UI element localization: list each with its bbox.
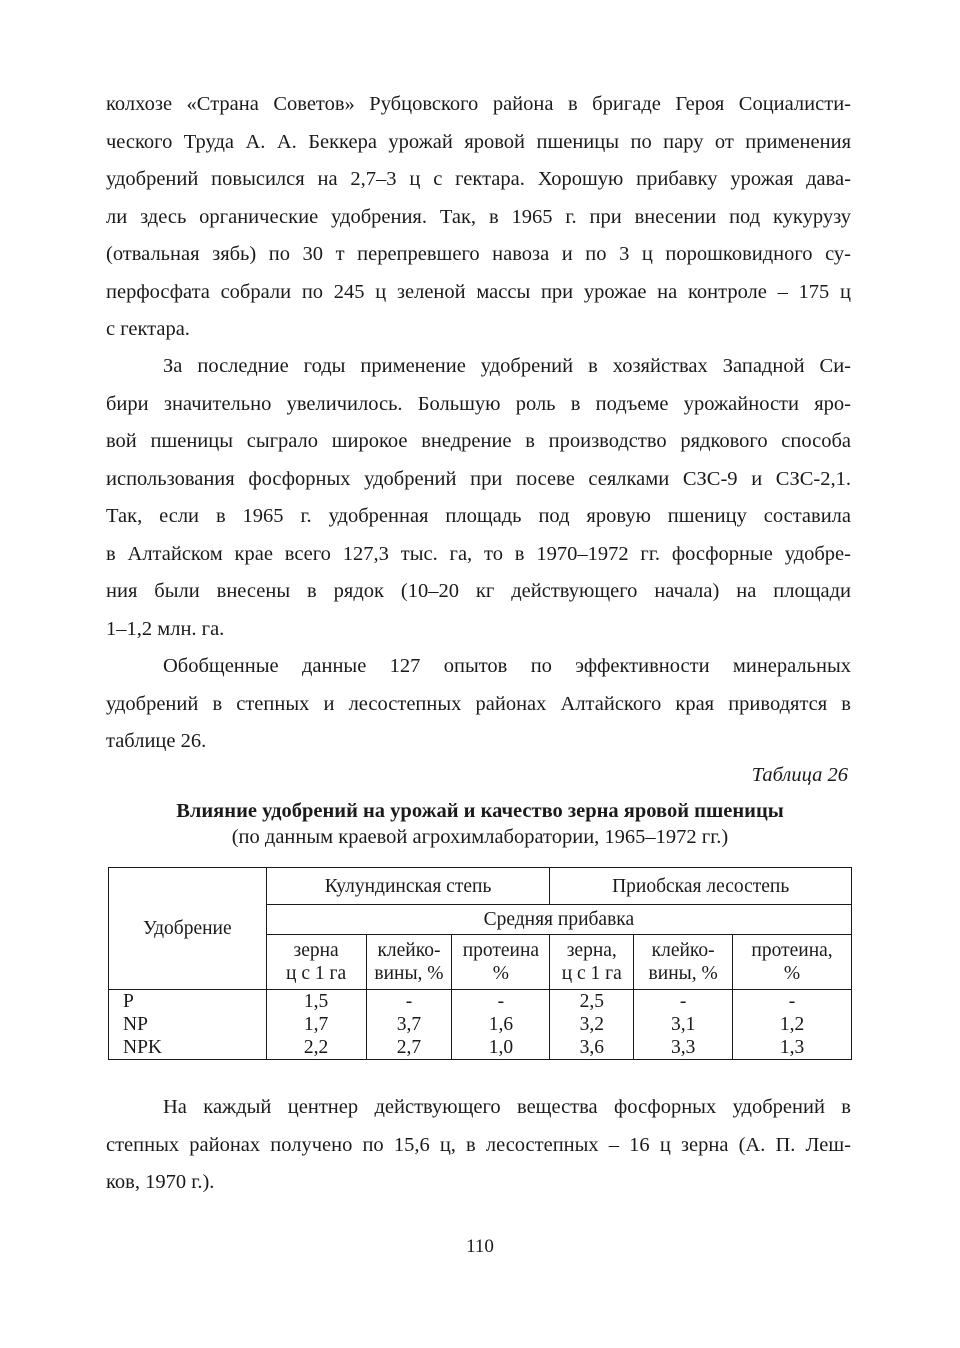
text-line: удобрений повысился на 2,7–3 ц с гектара. Хорошую прибавку урожая дава- <box>106 168 851 190</box>
table-row <box>109 1036 852 1060</box>
table-cell: 1,7 <box>266 1013 366 1036</box>
header-cell: клейко- вины, % <box>366 935 452 990</box>
header-cell: клейко- вины, % <box>634 935 733 990</box>
text-line: Так, если в 1965 г. удобренная площадь под яровую пшеницу составила <box>106 505 851 527</box>
header-region-2: Приобская лесостепь <box>550 868 852 905</box>
header-region-1: Кулундинская степь <box>266 868 550 905</box>
row-label: P <box>109 990 267 1014</box>
text-line: бири значительно увеличилось. Большую роль в подъеме урожайности яро- <box>106 392 851 415</box>
table-cell: 1,0 <box>452 1036 550 1060</box>
table-cell: - <box>733 990 852 1014</box>
table-row <box>109 990 852 1014</box>
text-line-content: За последние годы применение удобрений в хозяйствах Западной Си- <box>163 355 851 377</box>
table-cell: 2,5 <box>550 990 634 1014</box>
table-cell: 2,2 <box>266 1036 366 1060</box>
header-fertilizer: Удобрение <box>109 868 267 990</box>
text-line: ли здесь органические удобрения. Так, в 1965 г. при внесении под кукурузу <box>106 205 851 228</box>
text-line: ческого Труда А. А. Беккера урожай яровой пшеницы по пару от применения <box>106 130 851 153</box>
table-cell: 3,2 <box>550 1013 634 1036</box>
fertilizer-effect-table <box>108 867 852 1060</box>
text-line: в Алтайском крае всего 127,3 тыс. га, то в 1970–1972 гг. фосфорные удобре- <box>106 542 851 565</box>
table-cell: 2,7 <box>366 1036 452 1060</box>
table-cell: 1,2 <box>733 1013 852 1036</box>
text-line: ков, 1970 г.). <box>106 1171 215 1193</box>
table-number: Таблица 26 <box>751 764 848 786</box>
text-line: таблице 26. <box>106 730 207 752</box>
paragraph-4 <box>106 1089 851 1202</box>
header-avg-increase: Средняя прибавка <box>266 905 851 935</box>
text-line-content: На каждый центнер действующего вещества фосфорных удобрений в <box>163 1096 851 1118</box>
table-cell: - <box>634 990 733 1014</box>
table-header-row <box>109 868 852 905</box>
text-line: удобрений в степных и лесостепных районах Алтайского края приводятся в <box>106 692 851 715</box>
table-row <box>109 1013 852 1036</box>
paragraph-3 <box>106 648 851 761</box>
text-line: перфосфата собрали по 245 ц зеленой массы при урожае на контроле – 175 ц <box>106 280 851 303</box>
table-cell: 3,7 <box>366 1013 452 1036</box>
text-line: колхозе «Страна Советов» Рубцовского района в бригаде Героя Социалисти- <box>106 93 851 115</box>
text-line <box>106 1089 851 1127</box>
table-cell: 1,6 <box>452 1013 550 1036</box>
table-subtitle: (по данным краевой агрохимлаборатории, 1965–1972 гг.) <box>231 826 729 848</box>
table-cell: 3,3 <box>634 1036 733 1060</box>
text-line: 1–1,2 млн. га. <box>106 617 225 640</box>
table-title: Влияние удобрений на урожай и качество зерна яровой пшеницы <box>176 800 784 822</box>
table-cell: - <box>452 990 550 1014</box>
paragraph-1 <box>106 86 851 349</box>
table-cell: 3,1 <box>634 1013 733 1036</box>
header-cell: зерна ц с 1 га <box>266 935 366 990</box>
text-line: использования фосфорных удобрений при посеве сеялками СЗС-9 и СЗС-2,1. <box>106 467 851 490</box>
page-number: 110 <box>466 1236 494 1257</box>
header-cell: протеина, % <box>733 935 852 990</box>
row-label: NPK <box>109 1036 267 1060</box>
table-cell: 1,3 <box>733 1036 852 1060</box>
text-line-content: Обобщенные данные 127 опытов по эффективности минеральных <box>163 655 851 677</box>
text-line: ния были внесены в рядок (10–20 кг действующего начала) на площади <box>106 580 851 602</box>
text-line <box>106 348 851 386</box>
text-line: с гектара. <box>106 318 190 340</box>
header-cell: протеина % <box>452 935 550 990</box>
row-label: NP <box>109 1013 267 1036</box>
text-line: вой пшеницы сыграло широкое внедрение в производство рядкового способа <box>106 430 851 452</box>
table-cell: 1,5 <box>266 990 366 1014</box>
text-line: степных районах получено по 15,6 ц, в лесостепных – 16 ц зерна (А. П. Леш- <box>106 1133 851 1156</box>
table-cell: - <box>366 990 452 1014</box>
paragraph-2 <box>106 348 851 648</box>
text-line <box>106 648 851 686</box>
table-cell: 3,6 <box>550 1036 634 1060</box>
text-line: (отвальная зябь) по 30 т перепревшего навоза и по 3 ц порошковидного су- <box>106 243 851 265</box>
header-cell: зерна, ц с 1 га <box>550 935 634 990</box>
